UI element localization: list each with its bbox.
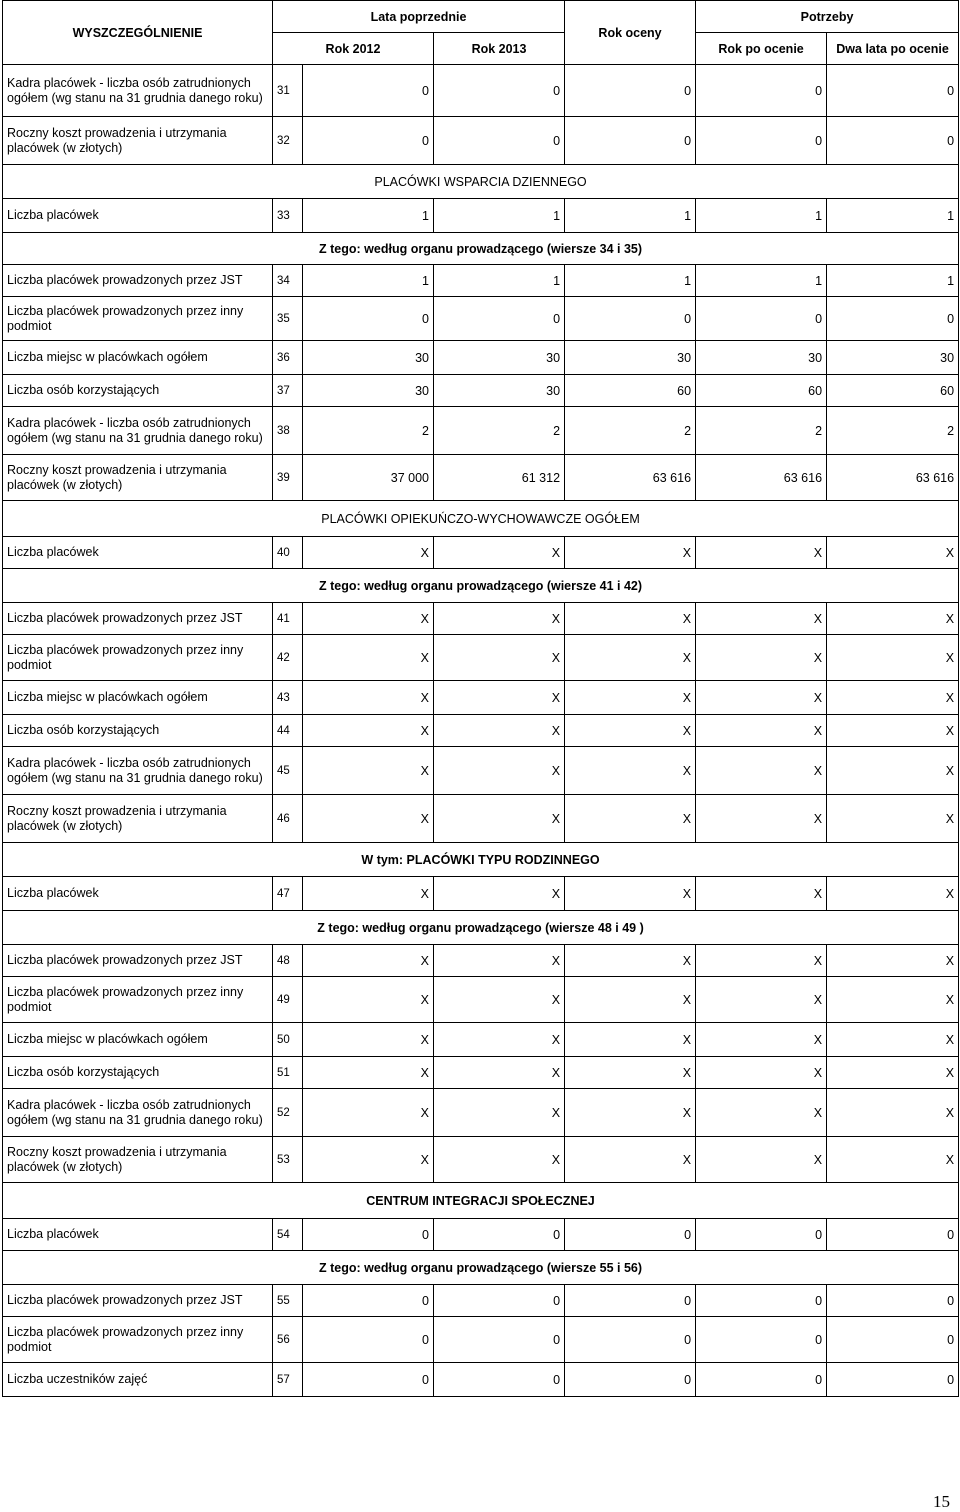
header-previous-years: Lata poprzednie [273,1,565,33]
header-two-years-after: Dwa lata po ocenie [827,33,959,65]
row-value-cell: X [827,1057,959,1089]
row-value-cell: 0 [827,1285,959,1317]
row-value-cell: 0 [696,297,827,341]
row-value-cell: X [696,1057,827,1089]
row-value-cell: 1 [565,199,696,233]
table-row [3,1363,959,1397]
table-row [3,715,959,747]
row-value-cell: X [434,1137,565,1183]
table-row [3,681,959,715]
row-value-cell: X [303,1023,434,1057]
report-table [2,0,959,1397]
row-label: Liczba placówek prowadzonych przez JST [3,1285,273,1317]
row-value-cell: X [565,1023,696,1057]
row-label: Liczba placówek prowadzonych przez inny podmiot [3,297,273,341]
row-number: 46 [273,795,303,843]
row-value-cell: 1 [565,265,696,297]
table-row [3,455,959,501]
row-value-cell: X [565,945,696,977]
row-value-cell: 30 [303,341,434,375]
table-row [3,375,959,407]
row-value-cell: 0 [827,1317,959,1363]
row-value-cell: 0 [827,297,959,341]
table-row [3,747,959,795]
row-number: 35 [273,297,303,341]
row-value-cell: 2 [303,407,434,455]
row-value-cell: 30 [565,341,696,375]
row-value-cell: 0 [827,65,959,117]
row-value-cell: X [565,1137,696,1183]
row-label: Liczba miejsc w placówkach ogółem [3,1023,273,1057]
row-value-cell: 63 616 [565,455,696,501]
row-value-cell: X [827,715,959,747]
section-title: PLACÓWKI OPIEKUŃCZO-WYCHOWAWCZE OGÓŁEM [3,501,959,537]
row-value-cell: 1 [696,265,827,297]
table-row [3,977,959,1023]
row-value-cell: X [434,747,565,795]
row-value-cell: 0 [434,117,565,165]
table-row [3,1219,959,1251]
header-year-2012: Rok 2012 [273,33,434,65]
header-after-assessment: Rok po ocenie [696,33,827,65]
table-body [3,65,959,1397]
row-value-cell: 0 [565,1363,696,1397]
section-header-row [3,843,959,877]
header-label-col: WYSZCZEGÓLNIENIE [3,1,273,65]
row-value-cell: 0 [827,1363,959,1397]
row-value-cell: X [303,977,434,1023]
row-value-cell: 0 [303,297,434,341]
row-value-cell: X [565,747,696,795]
row-value-cell: X [303,877,434,911]
row-number: 48 [273,945,303,977]
row-value-cell: X [696,877,827,911]
row-value-cell: X [827,877,959,911]
row-label: Liczba placówek prowadzonych przez JST [3,603,273,635]
table-row [3,199,959,233]
table-row [3,877,959,911]
row-label: Liczba placówek [3,199,273,233]
section-header-row [3,233,959,265]
row-number: 44 [273,715,303,747]
row-value-cell: 0 [434,1219,565,1251]
table-row [3,65,959,117]
row-value-cell: 0 [565,65,696,117]
row-value-cell: 1 [827,199,959,233]
row-value-cell: X [827,795,959,843]
row-number: 50 [273,1023,303,1057]
row-value-cell: 0 [303,1219,434,1251]
row-label: Liczba uczestników zajęć [3,1363,273,1397]
row-value-cell: X [565,715,696,747]
row-value-cell: X [434,945,565,977]
table-row [3,1137,959,1183]
row-value-cell: 0 [827,1219,959,1251]
row-value-cell: X [696,1023,827,1057]
row-number: 34 [273,265,303,297]
row-number: 51 [273,1057,303,1089]
row-number: 36 [273,341,303,375]
row-label: Liczba placówek [3,1219,273,1251]
row-value-cell: 0 [696,117,827,165]
row-value-cell: X [303,681,434,715]
row-number: 37 [273,375,303,407]
row-label: Liczba osób korzystających [3,715,273,747]
section-title: W tym: PLACÓWKI TYPU RODZINNEGO [3,843,959,877]
section-title: Z tego: według organu prowadzącego (wiersze 48 i 49 ) [3,911,959,945]
row-value-cell: 60 [696,375,827,407]
header-assessed-year: Rok oceny [565,1,696,65]
row-value-cell: 0 [827,117,959,165]
row-label: Liczba osób korzystających [3,375,273,407]
row-number: 38 [273,407,303,455]
row-value-cell: X [827,945,959,977]
row-number: 43 [273,681,303,715]
row-value-cell: 30 [696,341,827,375]
row-value-cell: 0 [696,1285,827,1317]
row-value-cell: X [434,635,565,681]
section-title: PLACÓWKI WSPARCIA DZIENNEGO [3,165,959,199]
row-number: 41 [273,603,303,635]
row-value-cell: X [696,747,827,795]
header-needs: Potrzeby [696,1,959,33]
row-value-cell: X [434,1057,565,1089]
row-value-cell: X [303,537,434,569]
row-value-cell: 0 [565,1285,696,1317]
row-value-cell: X [565,681,696,715]
row-label: Liczba placówek prowadzonych przez inny podmiot [3,977,273,1023]
row-value-cell: X [303,747,434,795]
row-label: Kadra placówek - liczba osób zatrudnionych ogółem (wg stanu na 31 grudnia danego roku) [3,407,273,455]
row-value-cell: X [303,1057,434,1089]
row-value-cell: 30 [303,375,434,407]
row-value-cell: 0 [434,1363,565,1397]
row-value-cell: X [434,1023,565,1057]
table-row [3,1023,959,1057]
table-row [3,1317,959,1363]
row-value-cell: 0 [696,65,827,117]
row-number: 57 [273,1363,303,1397]
row-value-cell: 63 616 [696,455,827,501]
row-value-cell: X [434,537,565,569]
row-value-cell: X [565,795,696,843]
row-value-cell: X [303,1137,434,1183]
table-row [3,603,959,635]
row-value-cell: 0 [434,65,565,117]
row-number: 53 [273,1137,303,1183]
section-header-row [3,911,959,945]
section-header-row [3,501,959,537]
row-value-cell: 2 [827,407,959,455]
row-value-cell: X [827,977,959,1023]
row-value-cell: X [696,537,827,569]
row-value-cell: X [827,603,959,635]
row-value-cell: 0 [303,1363,434,1397]
row-value-cell: X [434,977,565,1023]
table-row [3,1089,959,1137]
row-value-cell: 37 000 [303,455,434,501]
row-value-cell: 2 [696,407,827,455]
row-value-cell: 2 [565,407,696,455]
row-value-cell: 1 [303,199,434,233]
row-value-cell: 0 [696,1363,827,1397]
row-value-cell: X [827,1089,959,1137]
row-value-cell: X [303,635,434,681]
row-value-cell: X [696,1137,827,1183]
row-value-cell: X [434,877,565,911]
row-value-cell: 0 [434,1317,565,1363]
row-value-cell: X [303,945,434,977]
row-value-cell: X [827,681,959,715]
row-value-cell: 0 [303,1285,434,1317]
table-row [3,795,959,843]
row-number: 32 [273,117,303,165]
row-value-cell: 1 [696,199,827,233]
row-value-cell: 1 [434,199,565,233]
table-row [3,635,959,681]
row-label: Liczba placówek [3,877,273,911]
row-number: 49 [273,977,303,1023]
row-label: Roczny koszt prowadzenia i utrzymania placówek (w złotych) [3,795,273,843]
row-label: Liczba placówek prowadzonych przez JST [3,265,273,297]
row-value-cell: 0 [696,1219,827,1251]
row-value-cell: X [565,603,696,635]
row-value-cell: 0 [434,297,565,341]
row-label: Liczba placówek [3,537,273,569]
row-label: Liczba miejsc w placówkach ogółem [3,341,273,375]
row-value-cell: X [434,681,565,715]
row-value-cell: X [827,537,959,569]
row-value-cell: X [565,635,696,681]
row-value-cell: X [696,715,827,747]
row-value-cell: X [434,715,565,747]
row-value-cell: X [434,603,565,635]
row-value-cell: X [565,977,696,1023]
row-label: Roczny koszt prowadzenia i utrzymania placówek (w złotych) [3,1137,273,1183]
row-value-cell: X [696,635,827,681]
row-value-cell: 0 [303,117,434,165]
row-value-cell: X [696,945,827,977]
table-row [3,117,959,165]
row-label: Kadra placówek - liczba osób zatrudnionych ogółem (wg stanu na 31 grudnia danego roku) [3,747,273,795]
row-value-cell: X [303,1089,434,1137]
row-label: Roczny koszt prowadzenia i utrzymania placówek (w złotych) [3,117,273,165]
row-value-cell: X [565,1089,696,1137]
row-value-cell: 0 [565,1219,696,1251]
row-label: Liczba placówek prowadzonych przez inny podmiot [3,635,273,681]
row-value-cell: X [696,795,827,843]
section-title: Z tego: według organu prowadzącego (wiersze 34 i 35) [3,233,959,265]
row-value-cell: 0 [303,1317,434,1363]
row-value-cell: X [434,1089,565,1137]
row-number: 47 [273,877,303,911]
section-header-row [3,165,959,199]
row-value-cell: X [827,747,959,795]
row-label: Liczba placówek prowadzonych przez JST [3,945,273,977]
row-label: Liczba placówek prowadzonych przez inny podmiot [3,1317,273,1363]
row-value-cell: X [696,603,827,635]
row-number: 39 [273,455,303,501]
row-value-cell: 61 312 [434,455,565,501]
row-value-cell: 60 [565,375,696,407]
row-number: 45 [273,747,303,795]
row-label: Kadra placówek - liczba osób zatrudnionych ogółem (wg stanu na 31 grudnia danego roku) [3,65,273,117]
row-number: 42 [273,635,303,681]
row-number: 56 [273,1317,303,1363]
row-label: Roczny koszt prowadzenia i utrzymania placówek (w złotych) [3,455,273,501]
row-value-cell: X [303,795,434,843]
row-value-cell: 1 [303,265,434,297]
table-row [3,297,959,341]
row-value-cell: 30 [434,341,565,375]
row-value-cell: 0 [696,1317,827,1363]
table-row [3,537,959,569]
row-value-cell: X [303,603,434,635]
row-value-cell: X [303,715,434,747]
row-value-cell: X [696,977,827,1023]
row-value-cell: X [696,1089,827,1137]
row-value-cell: X [565,877,696,911]
table-header [3,1,959,65]
row-value-cell: X [565,1057,696,1089]
page-number: 15 [933,1492,950,1511]
row-value-cell: 0 [434,1285,565,1317]
row-label: Kadra placówek - liczba osób zatrudnionych ogółem (wg stanu na 31 grudnia danego roku) [3,1089,273,1137]
section-header-row [3,569,959,603]
row-value-cell: 0 [565,297,696,341]
section-header-row [3,1183,959,1219]
table-row [3,945,959,977]
row-value-cell: 60 [827,375,959,407]
row-value-cell: X [565,537,696,569]
row-value-cell: 0 [565,1317,696,1363]
row-value-cell: 1 [434,265,565,297]
row-value-cell: 30 [434,375,565,407]
row-number: 40 [273,537,303,569]
row-value-cell: X [827,1023,959,1057]
row-label: Liczba osób korzystających [3,1057,273,1089]
row-value-cell: X [434,795,565,843]
row-number: 33 [273,199,303,233]
header-year-2013: Rok 2013 [434,33,565,65]
row-value-cell: X [696,681,827,715]
row-label: Liczba miejsc w placówkach ogółem [3,681,273,715]
row-value-cell: X [827,635,959,681]
row-value-cell: 0 [303,65,434,117]
section-title: Z tego: według organu prowadzącego (wiersze 41 i 42) [3,569,959,603]
section-title: CENTRUM INTEGRACJI SPOŁECZNEJ [3,1183,959,1219]
row-value-cell: 0 [565,117,696,165]
table-row [3,407,959,455]
row-number: 54 [273,1219,303,1251]
row-value-cell: X [827,1137,959,1183]
row-value-cell: 63 616 [827,455,959,501]
table-row [3,265,959,297]
row-number: 52 [273,1089,303,1137]
row-number: 31 [273,65,303,117]
table-row [3,341,959,375]
section-header-row [3,1251,959,1285]
table-row [3,1285,959,1317]
row-value-cell: 1 [827,265,959,297]
row-number: 55 [273,1285,303,1317]
section-title: Z tego: według organu prowadzącego (wiersze 55 i 56) [3,1251,959,1285]
row-value-cell: 2 [434,407,565,455]
row-value-cell: 30 [827,341,959,375]
table-row [3,1057,959,1089]
